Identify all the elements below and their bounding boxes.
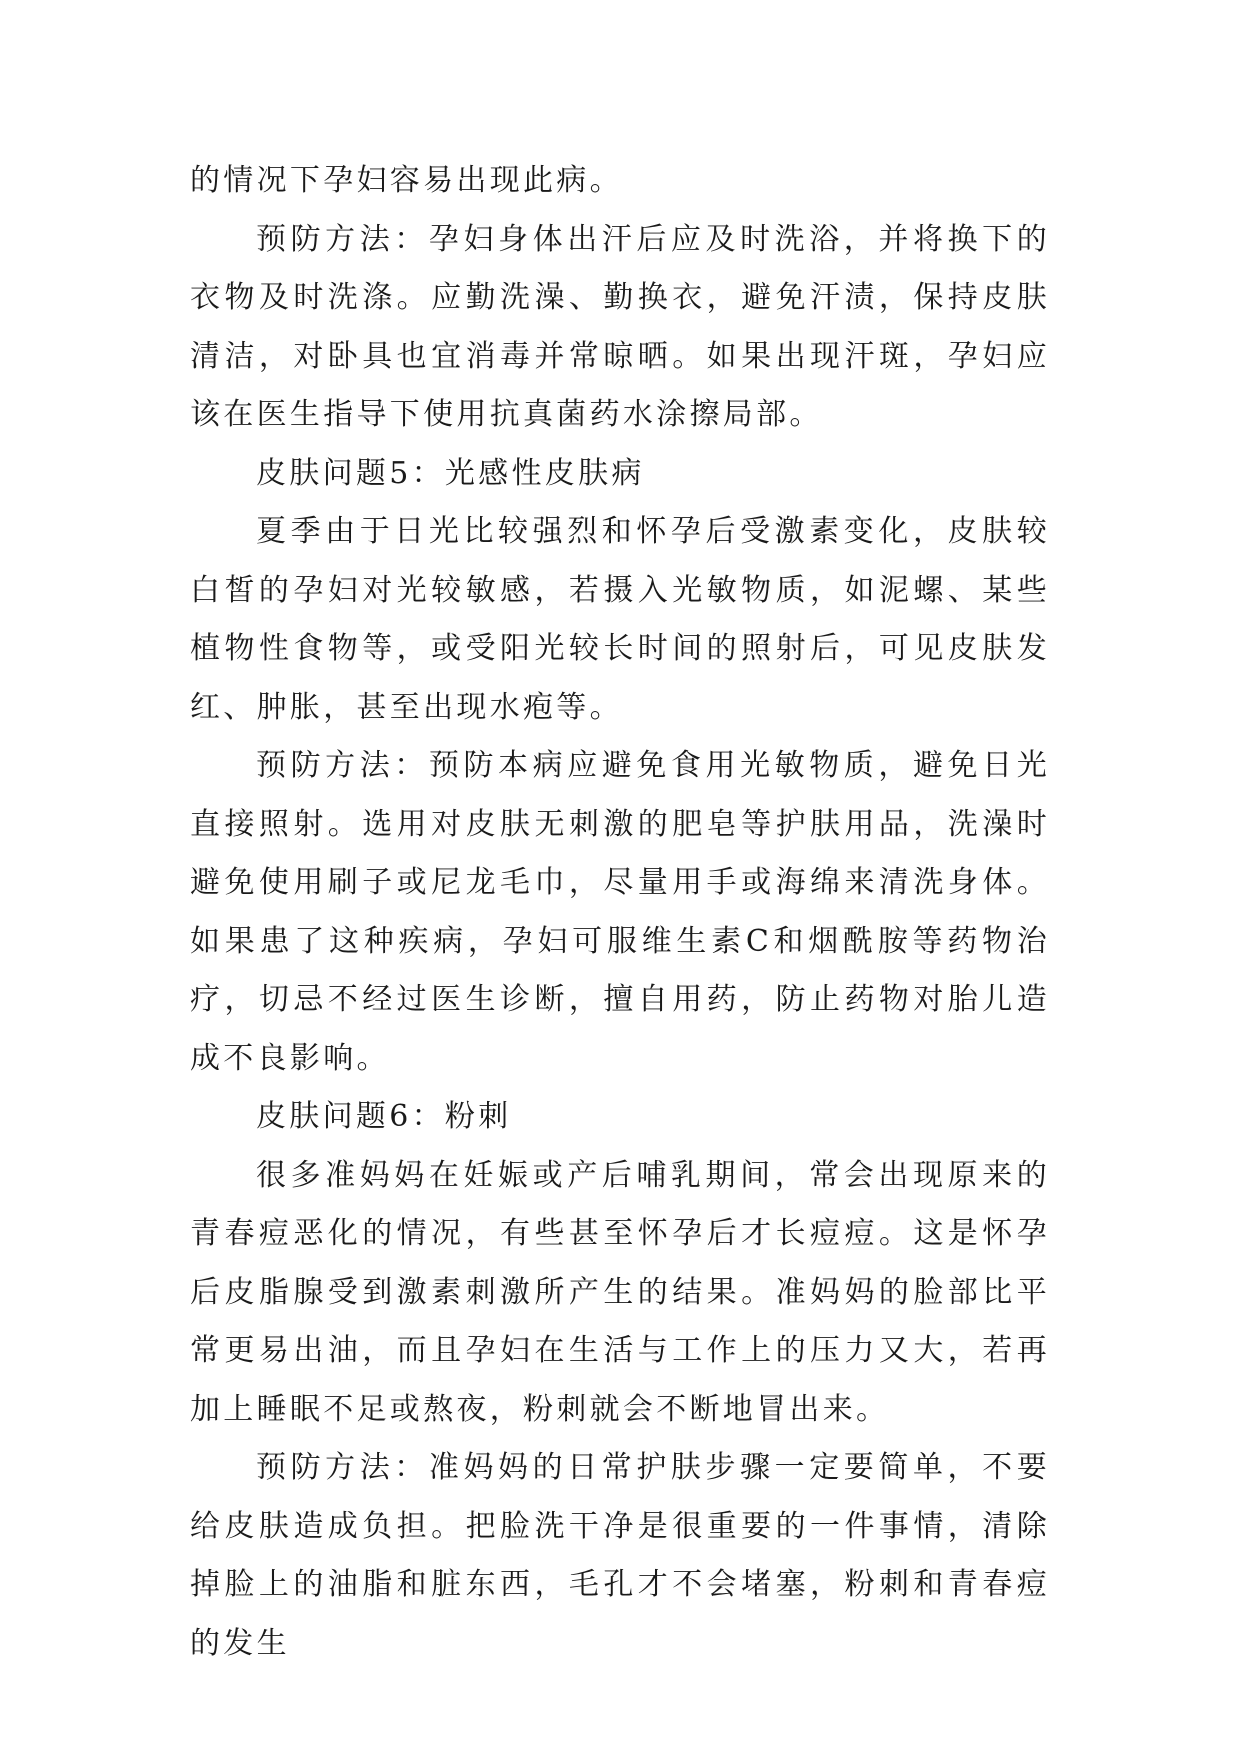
paragraph-prevention-photosensitive: 预防方法：预防本病应避免食用光敏物质，避免日光直接照射。选用对皮肤无刺激的肥皂等护肤用品，洗澡时避免使用刷子或尼龙毛巾，尽量用手或海绵来清洗身体。如果患了这种疾病，孕妇可服维生素C和烟酰胺等药物治疗，切忌不经过医生诊断，擅自用药，防止药物对胎儿造成不良影响。 [190, 748, 1050, 1076]
paragraph-prevention-sweat-spots: 预防方法：孕妇身体出汗后应及时洗浴，并将换下的衣物及时洗涤。应勤洗澡、勤换衣，避免汗渍，保持皮肤清洁，对卧具也宜消毒并常晾晒。如果出现汗斑，孕妇应该在医生指导下使用抗真菌药水涂擦局部。 [190, 221, 1050, 432]
paragraph-acne-description: 很多准妈妈在妊娠或产后哺乳期间，常会出现原来的青春痘恶化的情况，有些甚至怀孕后才长痘痘。这是怀孕后皮脂腺受到激素刺激所产生的结果。准妈妈的脸部比平常更易出油，而且孕妇在生活与工作上的压力又大，若再加上睡眠不足或熬夜，粉刺就会不断地冒出来。 [190, 1157, 1050, 1427]
paragraph-prevention-acne: 预防方法：准妈妈的日常护肤步骤一定要简单，不要给皮肤造成负担。把脸洗干净是很重要的一件事情，清除掉脸上的油脂和脏东西，毛孔才不会堵塞，粉刺和青春痘的发生 [190, 1450, 1050, 1661]
section-heading-skin-problem-5: 皮肤问题5：光感性皮肤病 [256, 455, 645, 491]
paragraph-photosensitive-description: 夏季由于日光比较强烈和怀孕后受激素变化，皮肤较白皙的孕妇对光较敏感，若摄入光敏物质，如泥螺、某些植物性食物等，或受阳光较长时间的照射后，可见皮肤发红、肿胀，甚至出现水疱等。 [190, 514, 1050, 725]
paragraph-continuation: 的情况下孕妇容易出现此病。 [190, 163, 623, 198]
section-heading-skin-problem-6: 皮肤问题6：粉刺 [256, 1099, 512, 1134]
document-body [190, 152, 1050, 1673]
